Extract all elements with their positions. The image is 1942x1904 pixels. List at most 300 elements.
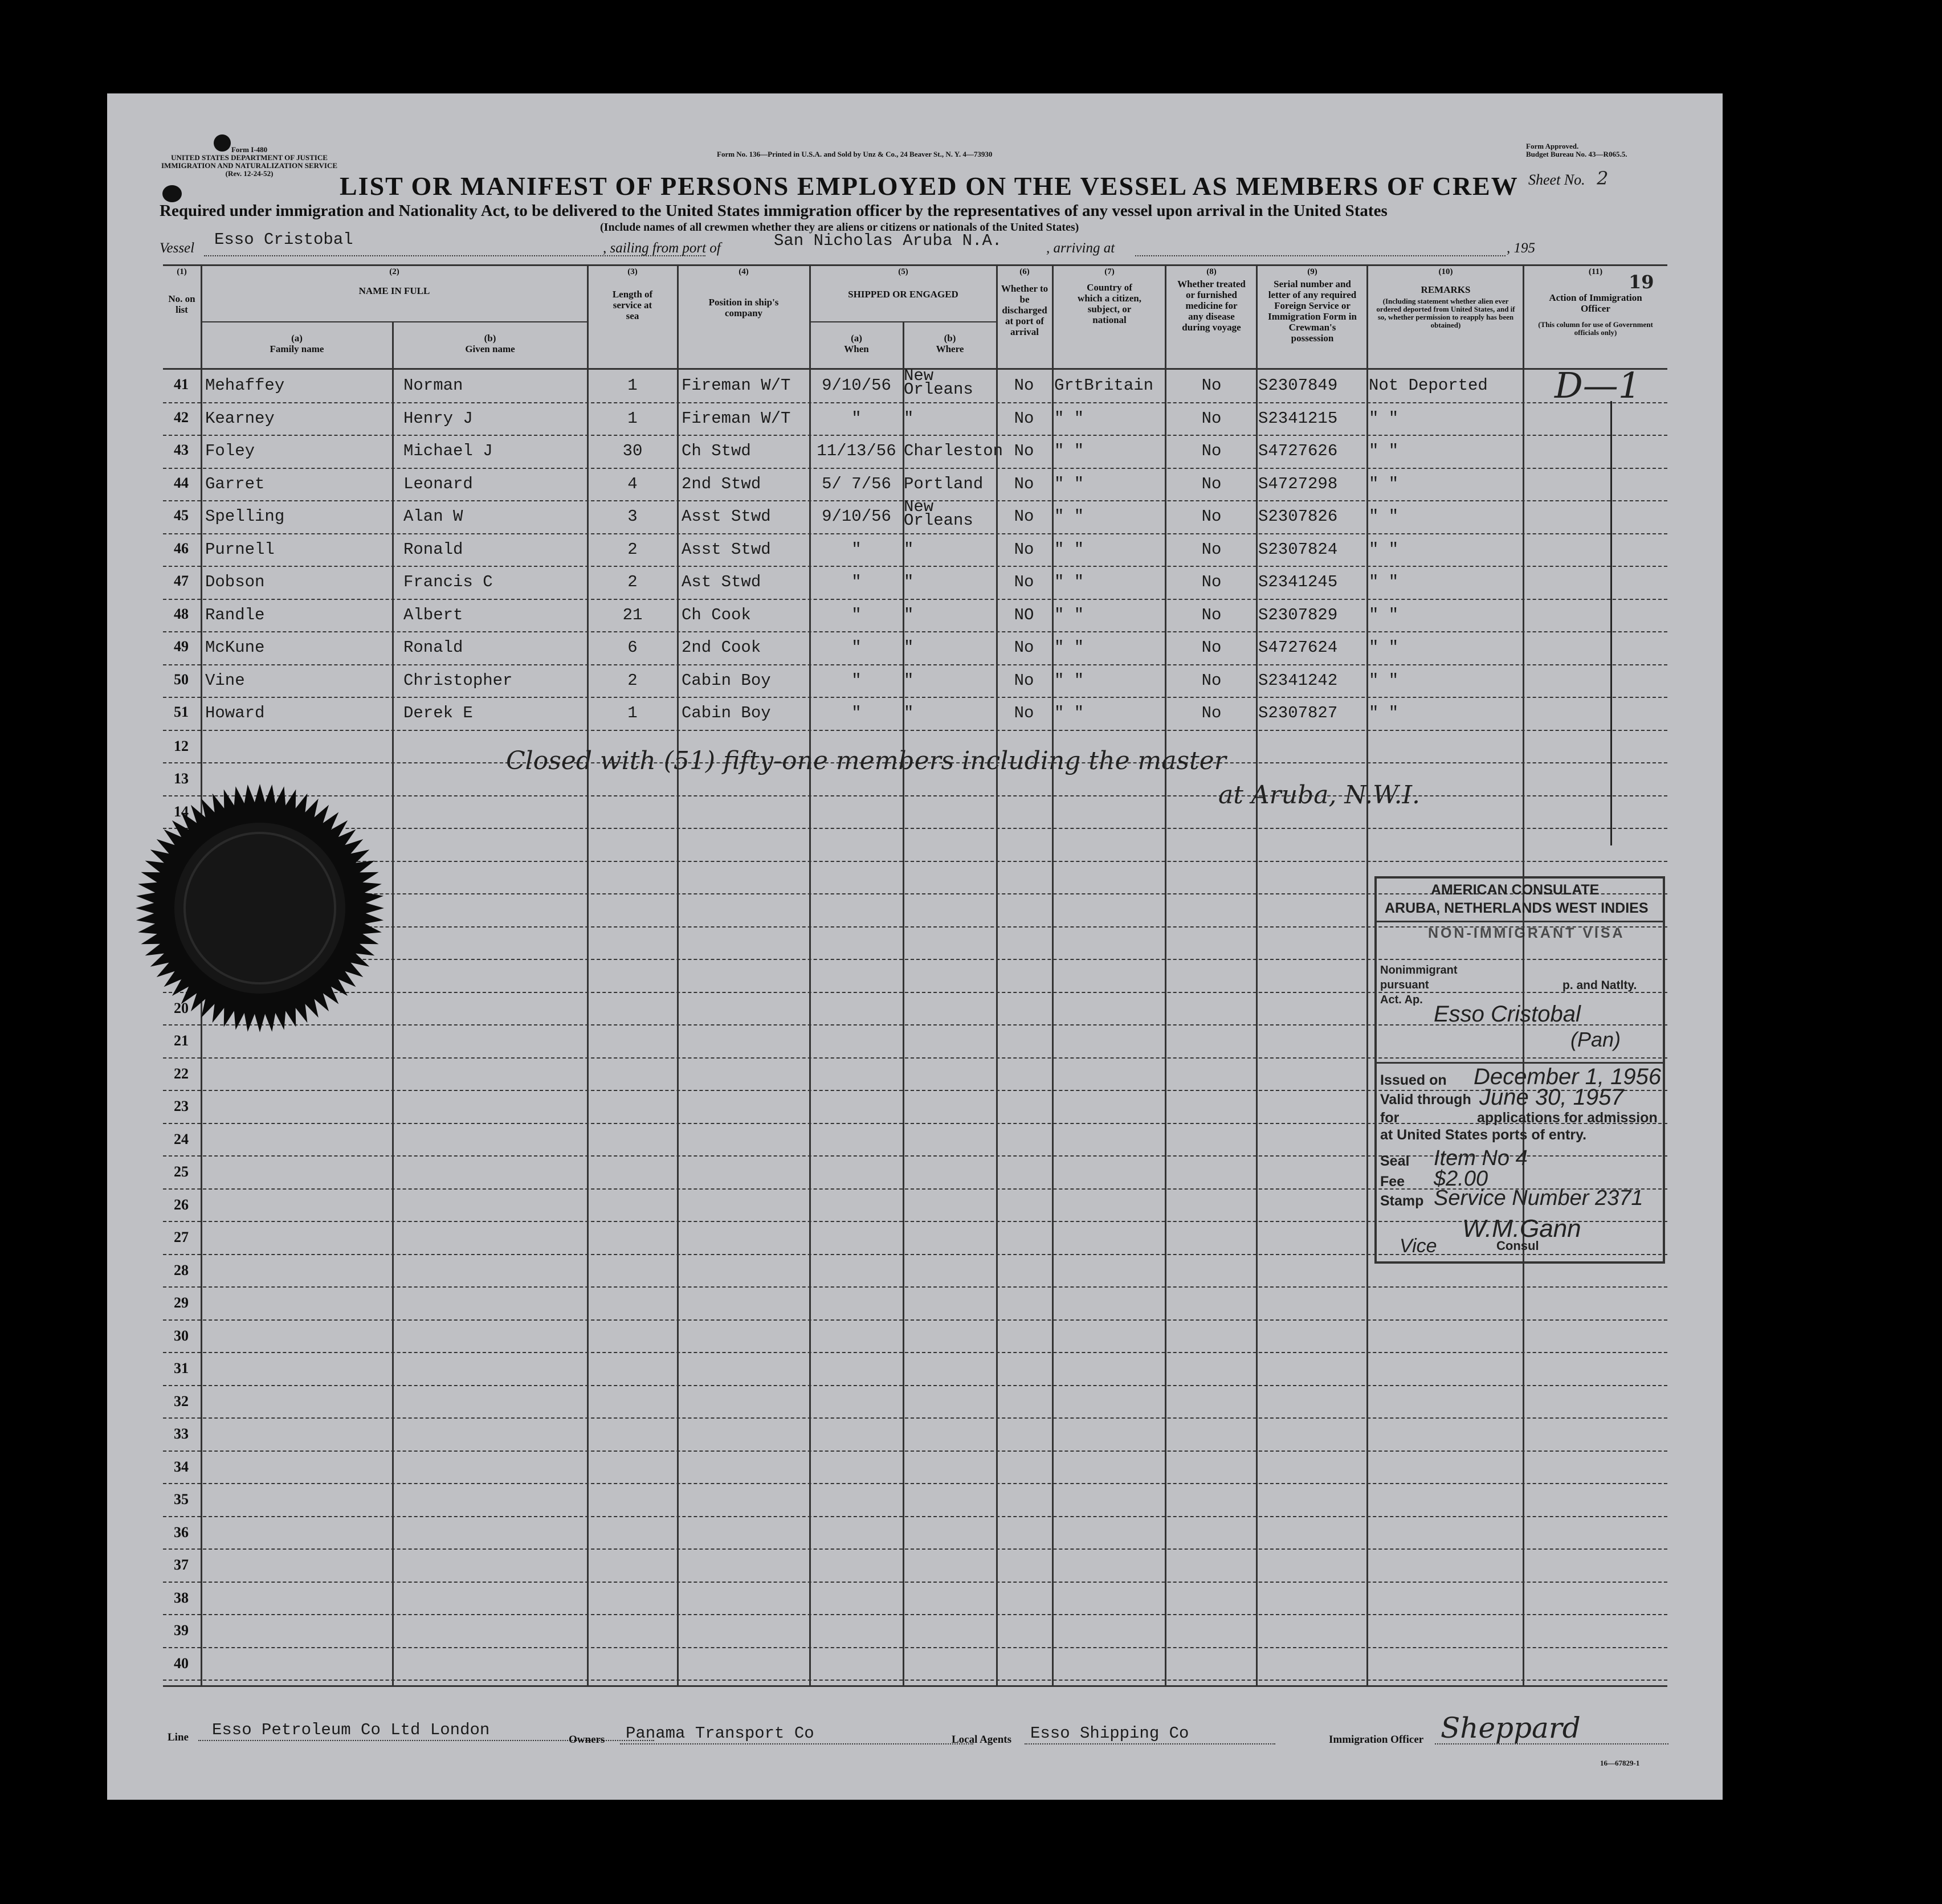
col-number: (a) [851,333,862,344]
cell-discharged: No [1014,408,1034,428]
col-note: (This column for use of Government officials only) [1538,320,1653,337]
cell-discharged: No [1014,474,1034,493]
cell-position: 2nd Stwd [682,474,761,493]
vessel-label: Vessel [160,240,195,256]
col-number: (9) [1307,267,1317,276]
footer-agents-label: Local Agents [952,1734,1012,1746]
cell-family: Spelling [205,507,285,526]
footer-owners-label: Owners [569,1734,605,1746]
cell-discharged: No [1014,376,1034,395]
cell-where: " [904,671,914,690]
form-id-line: Form I-480 [231,145,268,154]
table-row [107,366,1723,402]
cell-no: 48 [174,605,189,622]
name-group-divider [202,321,587,322]
cell-no: 36 [174,1523,189,1541]
col-header-family [202,333,392,354]
cell-discharged: No [1014,442,1034,460]
cell-family: Garret [205,474,265,493]
cell-country: " " [1054,573,1084,591]
cell-discharged: NO [1014,605,1034,624]
cell-length: 6 [627,638,638,657]
cell-no: 46 [174,540,189,557]
embossed-seal-icon [134,783,385,1033]
cell-when: 9/10/56 [822,376,891,395]
table-row-empty [107,1647,1723,1680]
col-header-shipped [810,267,996,300]
stamp-field-label: pursuant [1380,979,1429,991]
cell-when: " [851,638,862,657]
manifest-document [107,93,1723,1800]
cell-medicine: No [1201,638,1222,657]
cell-position: 2nd Cook [682,638,761,657]
cell-given: Alan W [403,507,463,526]
footer-line-value: Esso Petroleum Co Ltd London [212,1721,490,1739]
cell-no: 21 [174,1032,189,1049]
cell-family: Foley [205,442,255,460]
cell-remarks: Not Deported [1369,376,1488,395]
col-label: Given name [465,344,515,354]
col-header-when [810,333,903,354]
table-row [107,566,1723,599]
col-header-given [393,333,587,354]
cell-family: Dobson [205,573,265,591]
arriving-underline [1135,255,1506,256]
closing-note-location: at Aruba, N.W.I. [1218,781,1420,810]
cell-medicine: No [1201,474,1222,493]
cell-length: 4 [627,474,638,493]
cell-remarks: " " [1369,605,1399,624]
col-header-where [904,333,996,354]
cell-country: " " [1054,540,1084,559]
cell-serial: S4727624 [1258,638,1338,657]
footer-officer-label: Immigration Officer [1329,1734,1424,1746]
cell-where: " [904,605,914,624]
col-header-medicine [1167,267,1256,333]
table-row-empty [107,1582,1723,1615]
cell-where: " [904,408,914,428]
col-header-no [164,267,199,315]
cell-serial: S2307849 [1258,376,1338,395]
stamp-field-label: for [1380,1110,1400,1126]
cell-no: 31 [174,1360,189,1376]
cell-family: Howard [205,704,265,722]
cell-length: 2 [627,573,638,591]
manifest-subnote: (Include names of all crewmen whether they are aliens or citizens or nationals of the United States) [600,221,1079,234]
cell-length: 3 [627,507,638,526]
col-label: Whether treated or furnished medicine for any disease during voyage [1177,279,1246,333]
cell-remarks: " " [1369,573,1399,591]
cell-discharged: No [1014,638,1034,657]
cell-no: 22 [174,1065,189,1082]
stamp-field-label: Seal [1380,1153,1410,1169]
vessel-name: Esso Cristobal [214,230,353,249]
cell-serial: S2307827 [1258,704,1338,722]
stamp-handwriting: (Pan) [1570,1028,1621,1051]
table-row-empty [107,1548,1723,1582]
cell-family: Mehaffey [205,376,285,395]
col-header-serial [1258,267,1366,344]
cell-given: Leonard [403,474,473,493]
cell-remarks: " " [1369,442,1399,460]
cell-given: Albert [403,605,463,624]
cell-no: 35 [174,1491,189,1507]
col-label: Country of which a citizen, subject, or national [1078,282,1141,325]
table-row [107,664,1723,697]
cell-length: 21 [622,605,643,624]
cell-remarks: " " [1369,540,1399,559]
table-row-empty [107,1516,1723,1549]
cell-discharged: No [1014,704,1034,722]
cell-serial: S4727626 [1258,442,1338,460]
cell-position: Cabin Boy [682,671,771,690]
cell-position: Asst Stwd [682,540,771,559]
col-number: (5) [898,267,908,276]
cell-serial: S2341242 [1258,671,1338,690]
col-number: (8) [1206,267,1217,276]
cell-remarks: " " [1369,671,1399,690]
cell-remarks: " " [1369,704,1399,722]
cell-length: 1 [627,704,638,722]
table-row-empty [107,1319,1723,1353]
stamp-field-label: Consul [1496,1239,1539,1253]
cell-country: " " [1054,638,1084,657]
table-top-border [163,264,1667,266]
table-row-empty [107,1614,1723,1647]
cell-family: Kearney [205,408,275,428]
cell-no: 27 [174,1229,189,1245]
cell-no: 47 [174,573,189,589]
col-label: No. on list [168,293,195,315]
cell-no: 44 [174,474,189,491]
col-number: (11) [1588,267,1603,276]
cell-discharged: No [1014,573,1034,591]
cell-medicine: No [1201,605,1222,624]
cell-country: GrtBritain [1054,376,1154,395]
col-number: (4) [739,267,749,276]
stamp-handwriting: December 1, 1956 [1474,1064,1662,1089]
cell-position: Ast Stwd [682,573,761,591]
cell-country: " " [1054,507,1084,526]
closing-note: Closed with (51) fifty-one members including the master [506,746,1226,775]
cell-remarks: " " [1369,474,1399,493]
cell-family: Purnell [205,540,275,559]
cell-no: 13 [174,770,189,787]
cell-discharged: No [1014,671,1034,690]
cell-serial: S2341245 [1258,573,1338,591]
form-id-line: IMMIGRATION AND NATURALIZATION SERVICE [161,161,338,170]
cell-no: 45 [174,507,189,524]
table-row-empty [107,1417,1723,1451]
cell-family: Vine [205,671,245,690]
cell-remarks: " " [1369,507,1399,526]
table-row [107,435,1723,468]
footer-owners-value: Panama Transport Co [626,1724,814,1743]
cell-no: 50 [174,671,189,688]
cell-serial: S2307829 [1258,605,1338,624]
cell-medicine: No [1201,442,1222,460]
cell-no: 42 [174,408,189,426]
cell-no: 30 [174,1327,189,1344]
stamp-handwriting: June 30, 1957 [1479,1085,1624,1110]
printer-line: Form No. 136—Printed in U.S.A. and Sold by Unz & Co., 24 Beaver St., N. Y. 4—73930 [717,150,993,158]
stamp-field-label: Fee [1380,1174,1405,1190]
cell-no: 32 [174,1392,189,1409]
row-rule [163,1680,1667,1681]
table-row-empty [107,1385,1723,1418]
arriving-label: , arriving at [1046,240,1115,256]
col-header-length [589,267,676,321]
col-header-name [202,267,587,296]
table-row-empty [107,1483,1723,1516]
cell-given: Michael J [403,442,493,460]
action-line [1610,401,1612,845]
cell-country: " " [1054,704,1084,722]
col-number: (b) [484,333,496,344]
cell-given: Ronald [403,540,463,559]
col-number: (2) [389,267,399,276]
table-row [107,402,1723,435]
cell-when: " [851,408,862,428]
col-number: (7) [1104,267,1115,276]
stamp-handwriting: Vice [1400,1235,1437,1257]
col-label: NAME IN FULL [358,285,430,296]
stamp-field-label: Stamp [1380,1193,1424,1209]
cell-position: Ch Stwd [682,442,751,460]
stamp-handwriting: $2.00 [1434,1167,1488,1191]
cell-medicine: No [1201,507,1222,526]
stamp-field-label: Nonimmigrant [1380,964,1458,976]
cell-country: " " [1054,605,1084,624]
table-bottom-border [163,1685,1667,1687]
form-id-block [161,146,337,178]
cell-country: " " [1054,474,1084,493]
col-label: Position in ship's company [708,297,779,318]
cell-country: " " [1054,442,1084,460]
manifest-title: LIST OR MANIFEST OF PERSONS EMPLOYED ON THE VESSEL AS MEMBERS OF CREW [340,171,1519,201]
footer-agents-value: Esso Shipping Co [1030,1724,1189,1743]
cell-no: 33 [174,1425,189,1442]
cell-medicine: No [1201,573,1222,591]
cell-no: 28 [174,1261,189,1278]
cell-no: 37 [174,1556,189,1573]
cell-position: Fireman W/T [682,408,791,428]
col-label: Where [936,344,964,354]
cell-no: 38 [174,1589,189,1606]
cell-where: New Orleans [904,366,973,399]
cell-length: 1 [627,376,638,395]
footer-underline [620,1743,973,1744]
cell-when: 9/10/56 [822,507,891,526]
cell-serial: S2341215 [1258,408,1338,428]
footer-form-code: 16—67829-1 [1600,1759,1640,1767]
cell-given: Norman [403,376,463,395]
table-row [107,599,1723,632]
cell-no: 26 [174,1196,189,1213]
approval-block [1526,142,1627,158]
cell-given: Derek E [403,704,473,722]
cell-where: " [904,573,914,591]
sheet-number [1528,167,1609,189]
cell-no: 24 [174,1130,189,1147]
consul-signature: W.M.Gann [1462,1215,1581,1243]
cell-no: 41 [174,376,189,393]
col-header-discharged [998,267,1051,337]
stamp-field-label: at United States ports of entry. [1380,1127,1587,1143]
stamp-handwriting: Service Number 2371 [1434,1186,1643,1210]
cell-where: Portland [904,474,984,493]
cell-no: 43 [174,442,189,458]
cell-medicine: No [1201,540,1222,559]
sheet-value: 2 [1597,167,1609,189]
cell-no: 23 [174,1098,189,1114]
cell-position: Cabin Boy [682,704,771,722]
cell-discharged: No [1014,540,1034,559]
manifest-subtitle: Required under immigration and Nationality Act, to be delivered to the United States immigration officer by the representatives of any vessel upon arrival in the United States [160,202,1388,220]
col-label: SHIPPED OR ENGAGED [848,289,958,300]
cell-no: 49 [174,638,189,655]
cell-no: 25 [174,1163,189,1180]
cell-when: " [851,704,862,722]
cell-medicine: No [1201,376,1222,395]
col-header-remarks [1369,267,1523,329]
cell-remarks: " " [1369,638,1399,657]
officer-signature: Sheppard [1441,1711,1581,1744]
action-mark: D—1 [1555,365,1641,406]
cell-where: " [904,638,914,657]
stamp-field-label: p. and Natlty. [1562,979,1637,992]
cell-no: 40 [174,1654,189,1672]
hole-punch-dot [162,185,182,202]
stamp-handwriting: Item No 4 [1434,1146,1528,1170]
cell-when: " [851,573,862,591]
cell-length: 2 [627,671,638,690]
col-label: Serial number and letter of any required Foreign Service or Immigration Form in Crewman's possession [1268,279,1357,344]
cell-given: Francis C [403,573,493,591]
cell-given: Henry J [403,408,473,428]
cell-serial: S2307824 [1258,540,1338,559]
cell-where: " [904,540,914,559]
cell-discharged: No [1014,507,1034,526]
form-id-line: (Rev. 12-24-52) [225,169,274,178]
col-label: Action of Immigration Officer [1549,292,1642,314]
col-number: (3) [627,267,638,276]
footer-underline [1025,1743,1275,1744]
cell-when: " [851,540,862,559]
stamp-rule [1377,921,1663,922]
col-number: (b) [944,333,956,344]
stamp-rule [1377,1062,1663,1064]
footer-underline [1435,1743,1668,1744]
table-row-empty [107,1352,1723,1385]
cell-serial: S2307826 [1258,507,1338,526]
table-row [107,631,1723,664]
cell-country: " " [1054,408,1084,428]
approval-line: Budget Bureau No. 43—R065.5. [1526,150,1627,158]
table-row [107,468,1723,501]
col-number: (a) [291,333,303,344]
stamp-field-label: Issued on [1380,1072,1447,1088]
cell-where: " [904,704,914,722]
cell-where: Charleston [904,442,1003,460]
cell-remarks: " " [1369,408,1399,428]
col-header-position [679,267,808,318]
cell-no: 14 [174,803,189,820]
cell-serial: S4727298 [1258,474,1338,493]
cell-length: 1 [627,408,638,428]
stamp-line: NON-IMMIGRANT VISA [1428,925,1625,941]
cell-country: " " [1054,671,1084,690]
table-row-empty [107,1451,1723,1484]
col-label: REMARKS [1421,284,1471,295]
year-label: , 195 [1507,240,1535,256]
table-row [107,697,1723,730]
cell-position: Fireman W/T [682,376,791,395]
sheet-label: Sheet No. [1528,171,1585,188]
col-label: Length of service at sea [612,289,653,321]
cell-family: McKune [205,638,265,657]
cell-where: New Orleans [904,497,973,530]
cell-given: Ronald [403,638,463,657]
cell-family: Randle [205,605,265,624]
stamp-line: AMERICAN CONSULATE [1431,882,1600,898]
table-row [107,497,1723,533]
cell-length: 2 [627,540,638,559]
hole-punch-dot [214,134,231,152]
cell-length: 30 [622,442,643,460]
cell-when: " [851,671,862,690]
col-label: When [844,344,869,354]
cell-position: Ch Cook [682,605,751,624]
form-id-line: UNITED STATES DEPARTMENT OF JUSTICE [171,153,328,162]
cell-no: 34 [174,1458,189,1475]
col-header-country [1054,267,1165,325]
cell-medicine: No [1201,704,1222,722]
stamp-field-label: applications for admission [1477,1110,1658,1126]
col-number: (6) [1019,267,1030,276]
col-number: (10) [1438,267,1453,276]
stamp-line: ARUBA, NETHERLANDS WEST INDIES [1385,900,1649,916]
cell-no: 20 [174,999,189,1016]
footer-line-label: Line [168,1731,189,1743]
cell-no: 12 [174,737,189,754]
col-note: (Including statement whether alien ever ordered deported from United States, and if so, whether permission to reapply has been obtained) [1376,297,1515,329]
consulate-stamp [1374,876,1665,1264]
col-label: Whether to be discharged at port of arrival [1001,283,1048,337]
table-row-empty [107,1286,1723,1319]
table-row [107,533,1723,566]
cell-no: 39 [174,1622,189,1639]
cell-when: 11/13/56 [817,442,896,460]
sailing-label: , sailing from port of [603,240,721,256]
cell-position: Asst Stwd [682,507,771,526]
cell-when: " [851,605,862,624]
cell-given: Christopher [403,671,513,690]
approval-line: Form Approved. [1526,142,1579,150]
sailing-port: San Nicholas Aruba N.A. [774,231,1002,250]
stamp-field-label: Act. Ap. [1380,994,1423,1006]
col-label: Family name [270,344,324,354]
cell-no: 51 [174,704,189,720]
page-number: 19 [1629,271,1654,293]
col-number: (1) [177,267,187,276]
cell-medicine: No [1201,408,1222,428]
cell-no: 29 [174,1294,189,1311]
stamp-field-label: Valid through [1380,1092,1471,1108]
cell-when: 5/ 7/56 [822,474,891,493]
cell-medicine: No [1201,671,1222,690]
stamp-handwriting: Esso Cristobal [1434,1002,1581,1027]
